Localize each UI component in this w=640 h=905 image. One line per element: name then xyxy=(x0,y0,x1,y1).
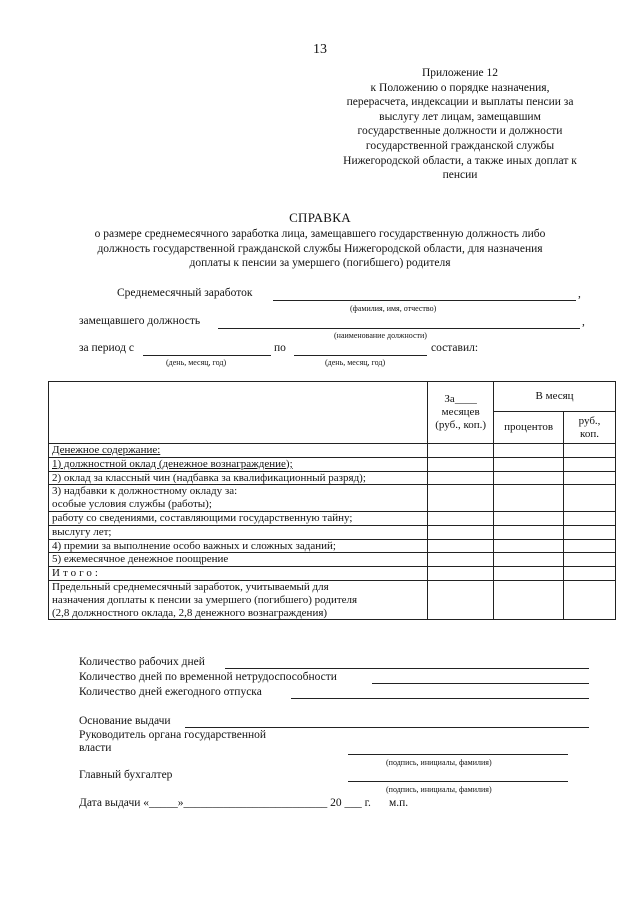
cell-percent[interactable] xyxy=(494,471,564,485)
avg-earnings-label: Среднемесячный заработок xyxy=(117,287,253,299)
months-header-unit: (руб., коп.) xyxy=(435,418,487,431)
basis-label: Основание выдачи xyxy=(79,715,171,727)
cell-percent[interactable] xyxy=(494,539,564,553)
rub-header-line: руб., xyxy=(578,414,601,427)
table-row xyxy=(49,457,616,471)
position-line[interactable] xyxy=(218,328,580,329)
row-label-line: Предельный среднемесячный заработок, учитываемый для xyxy=(52,580,329,593)
period-end-label: составил: xyxy=(431,342,479,354)
period-from-label: за период с xyxy=(79,342,134,354)
row-label: работу со сведениями, составляющими государственную тайну; xyxy=(49,511,428,525)
cell-rub[interactable] xyxy=(564,457,616,471)
page-number: 13 xyxy=(313,42,327,57)
work-days-line[interactable] xyxy=(225,668,589,669)
head-label-2: власти xyxy=(79,742,112,754)
cell-rub[interactable] xyxy=(564,567,616,581)
table-header-rub xyxy=(564,412,616,444)
table-row xyxy=(49,525,616,539)
cell-rub[interactable] xyxy=(564,485,616,512)
appendix-line: государственной гражданской службы xyxy=(365,139,555,152)
cell-months[interactable] xyxy=(428,471,494,485)
appendix-line: пенсии xyxy=(442,169,478,182)
date-from-hint: (день, месяц, год) xyxy=(166,358,227,367)
document-subtitle xyxy=(40,227,600,271)
table-row xyxy=(49,539,616,553)
row-label: 4) премии за выполнение особо важных и сложных заданий; xyxy=(49,539,428,553)
row-label-line: (2,8 должностного оклада, 2,8 денежного вознаграждения) xyxy=(52,606,328,619)
rub-header-line: коп. xyxy=(580,427,599,440)
table-row xyxy=(49,553,616,567)
appendix-block xyxy=(318,66,602,183)
issue-date-field[interactable]: Дата выдачи «_____»_________________________ 20 ___ г. xyxy=(79,797,371,809)
table-header-description xyxy=(49,382,428,444)
cell-months[interactable] xyxy=(428,485,494,512)
appendix-line: к Положению о порядке назначения, xyxy=(370,81,550,94)
date-to-hint: (день, месяц, год) xyxy=(325,358,386,367)
row-label-limit xyxy=(49,580,428,619)
appendix-line: перерасчета, индексации и выплаты пенсии за xyxy=(346,96,574,109)
vacation-days-label: Количество дней ежегодного отпуска xyxy=(79,686,262,698)
cell-months[interactable] xyxy=(428,511,494,525)
table-header-per-month: В месяц xyxy=(494,382,616,412)
cell-months[interactable] xyxy=(428,539,494,553)
cell-percent[interactable] xyxy=(494,525,564,539)
cell-percent[interactable] xyxy=(494,553,564,567)
table-row-limit xyxy=(49,580,616,619)
row-label: 1) должностной оклад (денежное вознаграждение); xyxy=(49,457,428,471)
appendix-line: Нижегородской области, а также иных доплат к xyxy=(343,154,577,167)
cell-months[interactable] xyxy=(428,567,494,581)
row-label: 5) ежемесячное денежное поощрение xyxy=(49,553,428,567)
position-label: замещавшего должность xyxy=(79,315,201,327)
months-header-line: За____ xyxy=(444,393,477,406)
cell-months[interactable] xyxy=(428,525,494,539)
work-days-label: Количество рабочих дней xyxy=(79,656,205,668)
subtitle-line: доплаты к пенсии за умершего (погибшего) родителя xyxy=(189,257,451,270)
position-line-end: , xyxy=(582,316,585,328)
appendix-line: государственные должности и должности xyxy=(357,125,563,138)
basis-line[interactable] xyxy=(185,727,589,728)
cell-months[interactable] xyxy=(428,457,494,471)
cell-rub[interactable] xyxy=(564,444,616,458)
cell-percent[interactable] xyxy=(494,485,564,512)
subtitle-line: о размере среднемесячного заработка лица, замещавшего государственную должность либо xyxy=(94,228,546,240)
cell-months[interactable] xyxy=(428,444,494,458)
cell-percent[interactable] xyxy=(494,457,564,471)
table-row xyxy=(49,471,616,485)
cell-percent[interactable] xyxy=(494,511,564,525)
position-hint: (наименование должности) xyxy=(334,331,427,340)
cell-rub[interactable] xyxy=(564,525,616,539)
cell-rub[interactable] xyxy=(564,471,616,485)
cell-months[interactable] xyxy=(428,580,494,619)
fio-hint: (фамилия, имя, отчество) xyxy=(350,304,437,313)
fio-line-end: , xyxy=(578,288,581,300)
row-label-line: 3) надбавки к должностному окладу за: xyxy=(52,485,238,498)
row-label: Денежное содержание: xyxy=(49,444,428,458)
date-from-line[interactable] xyxy=(143,355,271,356)
row-label-line: особые условия службы (работы); xyxy=(52,498,212,511)
cell-rub[interactable] xyxy=(564,553,616,567)
cell-percent[interactable] xyxy=(494,567,564,581)
cell-months[interactable] xyxy=(428,553,494,567)
cell-rub[interactable] xyxy=(564,539,616,553)
row-label: выслугу лет; xyxy=(49,525,428,539)
stamp-place: м.п. xyxy=(389,797,409,809)
table-header-percent: процентов xyxy=(494,412,564,444)
period-to-label: по xyxy=(274,342,286,354)
row-label: 2) оклад за классный чин (надбавка за квалификационный разряд); xyxy=(49,471,428,485)
appendix-title: Приложение 12 xyxy=(421,67,499,79)
sick-days-label: Количество дней по временной нетрудоспособности xyxy=(79,671,337,683)
row-label xyxy=(49,485,428,512)
cell-percent[interactable] xyxy=(494,444,564,458)
head-signature-line[interactable] xyxy=(348,754,568,755)
subtitle-line: должность государственной гражданской службы Нижегородской области, для назначения xyxy=(97,242,543,255)
table-row xyxy=(49,485,616,512)
cell-rub[interactable] xyxy=(564,580,616,619)
document-title: СПРАВКА xyxy=(289,210,351,225)
fio-line[interactable] xyxy=(273,300,576,301)
accountant-signature-hint: (подпись, инициалы, фамилия) xyxy=(386,785,492,794)
accountant-label: Главный бухгалтер xyxy=(79,769,173,781)
appendix-line: выслугу лет лицам, замещавшим xyxy=(379,110,541,123)
earnings-table xyxy=(48,381,616,620)
table-row-total xyxy=(49,567,616,581)
cell-rub[interactable] xyxy=(564,511,616,525)
vacation-days-line[interactable] xyxy=(291,698,589,699)
table-row xyxy=(49,444,616,458)
accountant-signature-line[interactable] xyxy=(348,781,568,782)
sick-days-line[interactable] xyxy=(372,683,589,684)
date-to-line[interactable] xyxy=(294,355,427,356)
head-signature-hint: (подпись, инициалы, фамилия) xyxy=(386,758,492,767)
table-header-months xyxy=(428,382,494,444)
row-label-line: назначения доплаты к пенсии за умершего (погибшего) родителя xyxy=(52,593,358,606)
table-row xyxy=(49,511,616,525)
cell-percent[interactable] xyxy=(494,580,564,619)
months-header-line: месяцев xyxy=(441,406,480,419)
row-label-total: Итого: xyxy=(49,567,428,581)
head-label-1: Руководитель органа государственной xyxy=(79,729,267,741)
